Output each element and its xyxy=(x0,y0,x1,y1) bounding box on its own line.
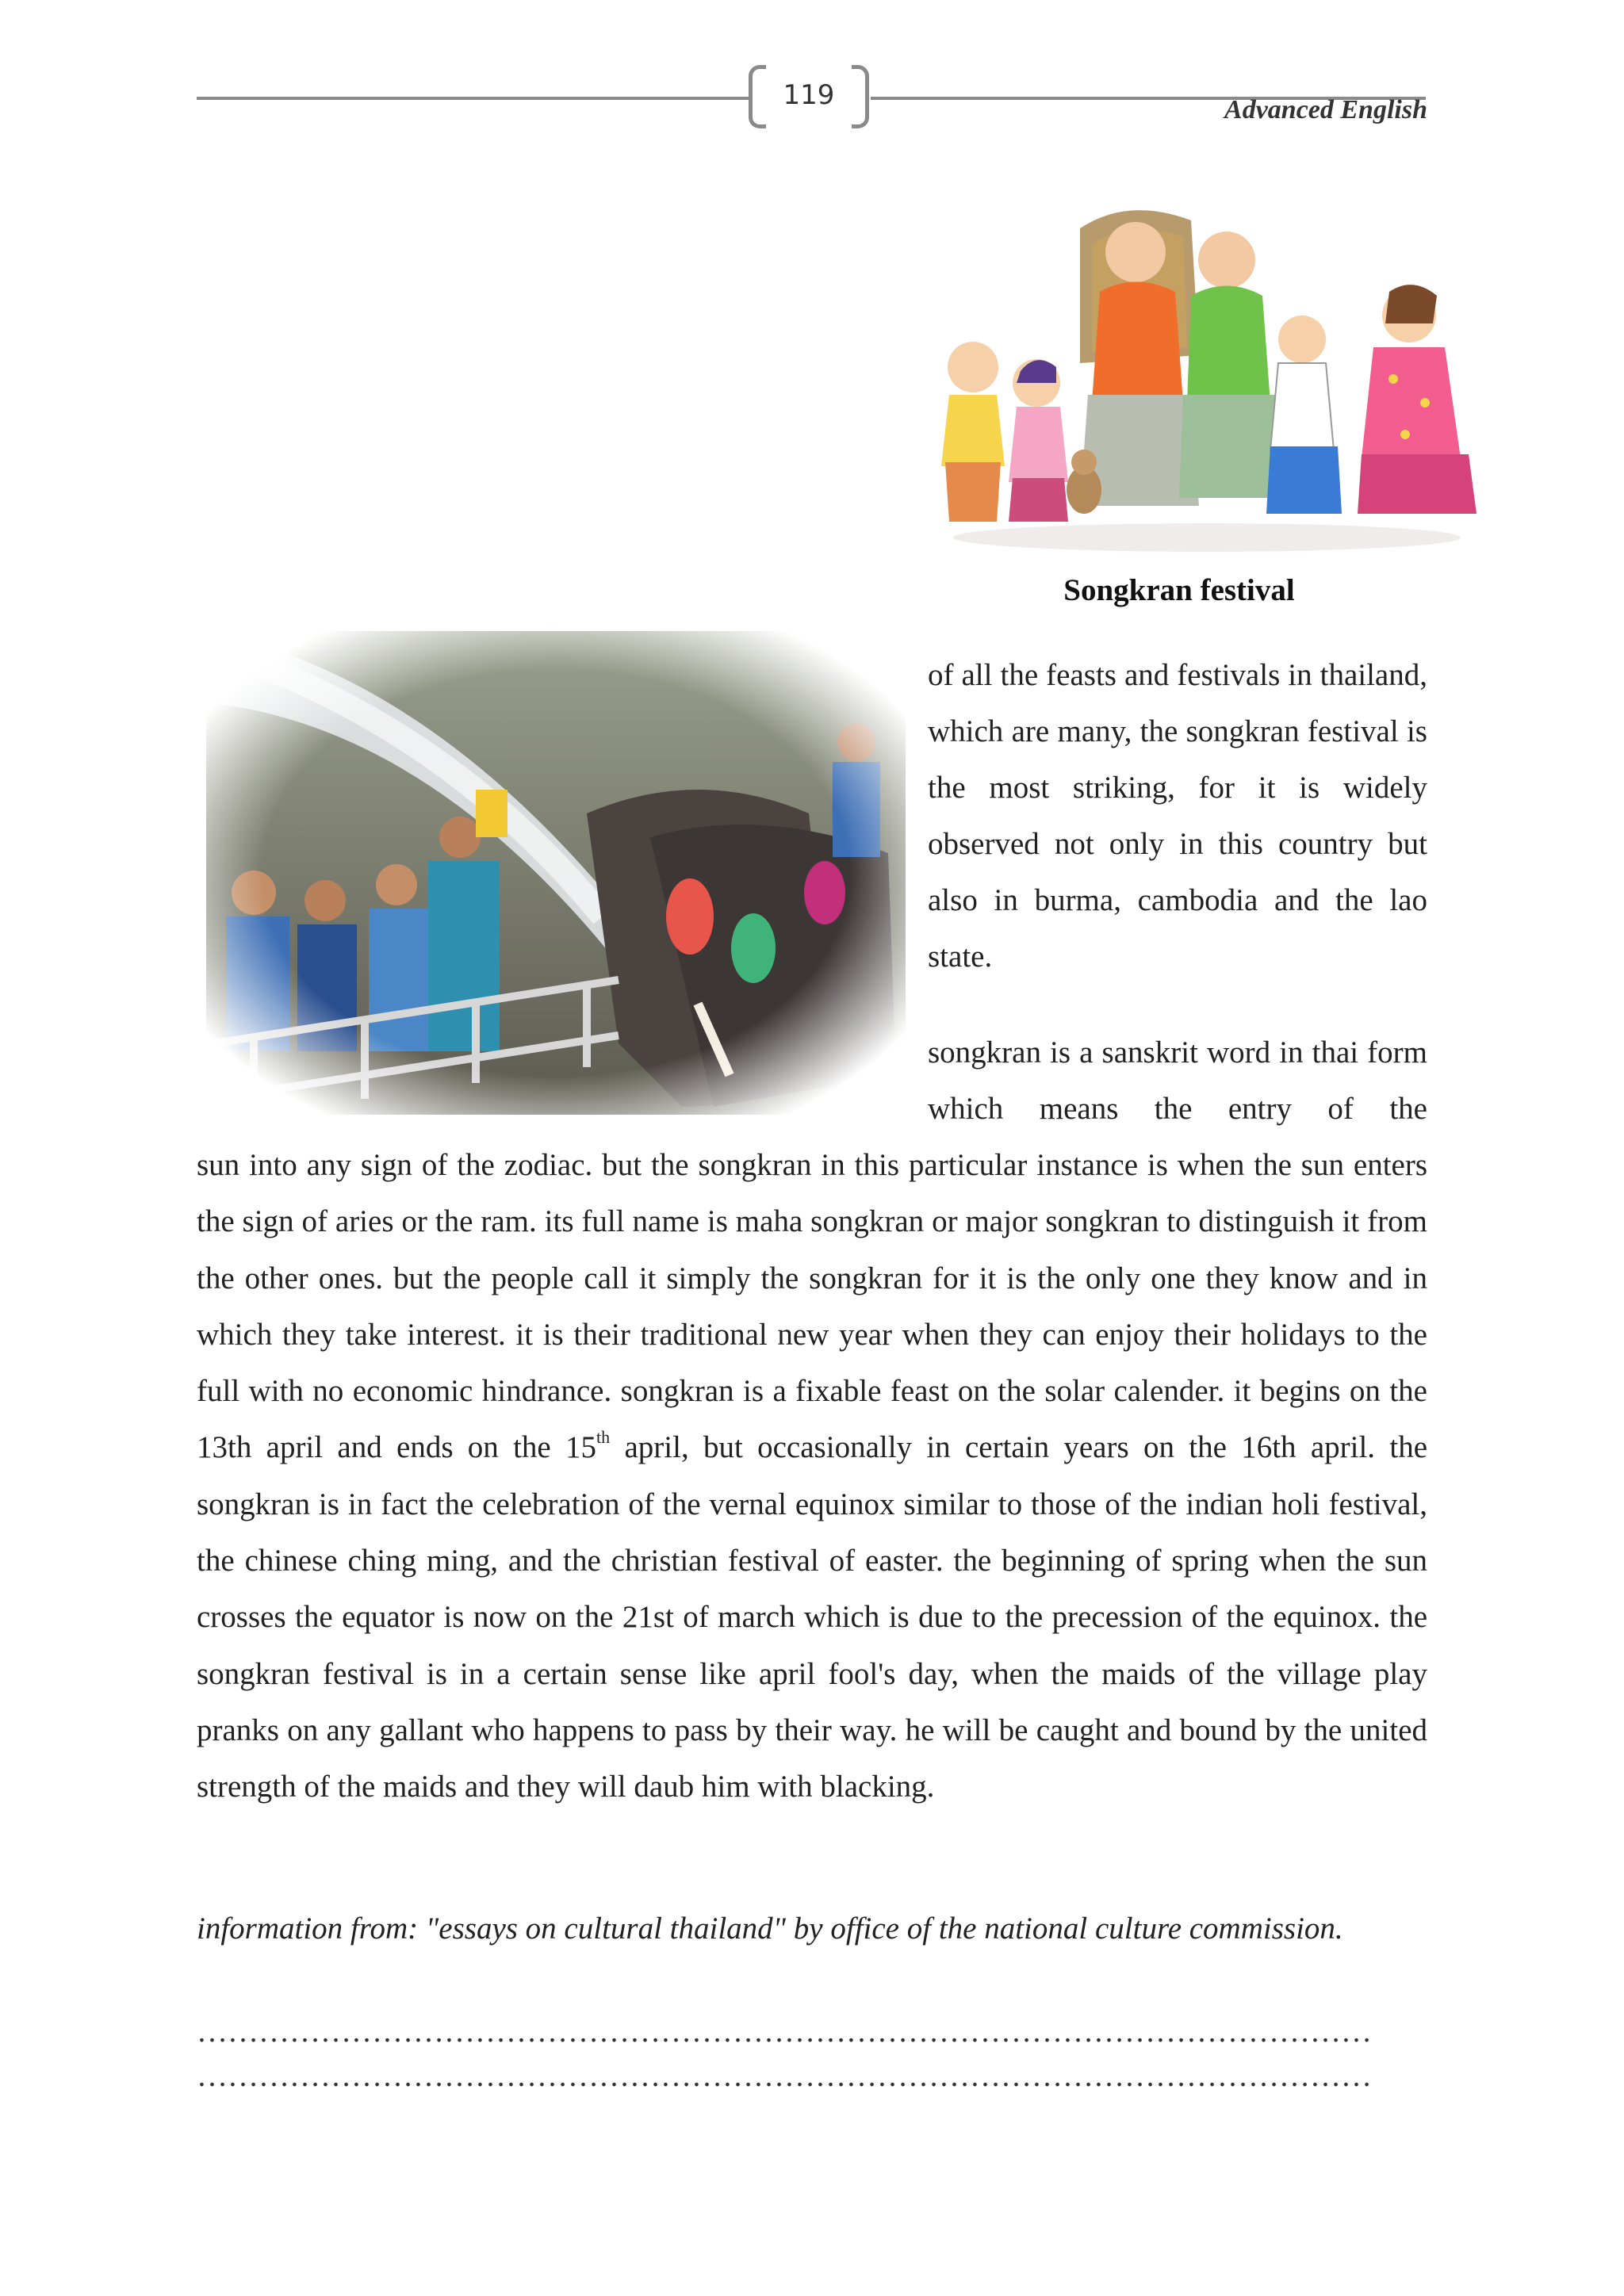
songkran-family-illustration xyxy=(929,197,1494,561)
header-rule-left xyxy=(197,97,752,100)
page-number-frame xyxy=(745,65,872,128)
body-text-part-2: april, but occasionally in certain years on the 16th april. the songkran is in fact the celebration of the vernal equinox similar to those of the indian holi festival, the chinese ching ming, and the christian festival of easter. the beginning of spring when the sun crosses the equator is now on the 21st of march which is due to the precession of the equinox. the songkran festival is in a certain sense like april fool's day, when the maids of the village play pranks on any gallant who happens to pass by their way. he will be caught and bound by the united strength of the maids and they will daub him with blacking. xyxy=(197,1430,1427,1804)
body-text-part-1: sun into any sign of the zodiac. but the songkran in this particular instance is when the sun enters the sign of aries or the ram. its full name is maha songkran or major songkran to distinguish it from the other ones. but the people call it simply the songkran for it is the only one they know and in which they take interest. it is their traditional new year when they can enjoy their holidays to the full with no economic hindrance. songkran is a fixable feast on the solar calender. it begins on the 13th april and ends on the 15 xyxy=(197,1148,1427,1465)
paragraph-songkran-side: songkran is a sanskrit word in thai form which means the entry of the xyxy=(928,1035,1427,1126)
source-citation: information from: "essays on cultural thailand" by office of the national culture commission. xyxy=(197,1911,1343,1946)
paragraph-intro: of all the feasts and festivals in thailand, which are many, the songkran festival is the most striking, for it is widely observed not only in this country but also in burma, cambodia and the lao state. xyxy=(928,658,1427,974)
answer-line-2[interactable]: …………………………………………………………………………………………………… xyxy=(197,2059,1372,2093)
superscript-th: th xyxy=(596,1427,611,1448)
paragraph-songkran-body xyxy=(197,1137,1427,1816)
songkran-water-photo xyxy=(206,631,906,1115)
figure-caption: Songkran festival xyxy=(1063,573,1295,607)
answer-line-1[interactable]: …………………………………………………………………………………………………… xyxy=(197,2015,1372,2049)
page-number: 119 xyxy=(783,79,835,111)
book-title: Advanced English xyxy=(1224,95,1427,124)
